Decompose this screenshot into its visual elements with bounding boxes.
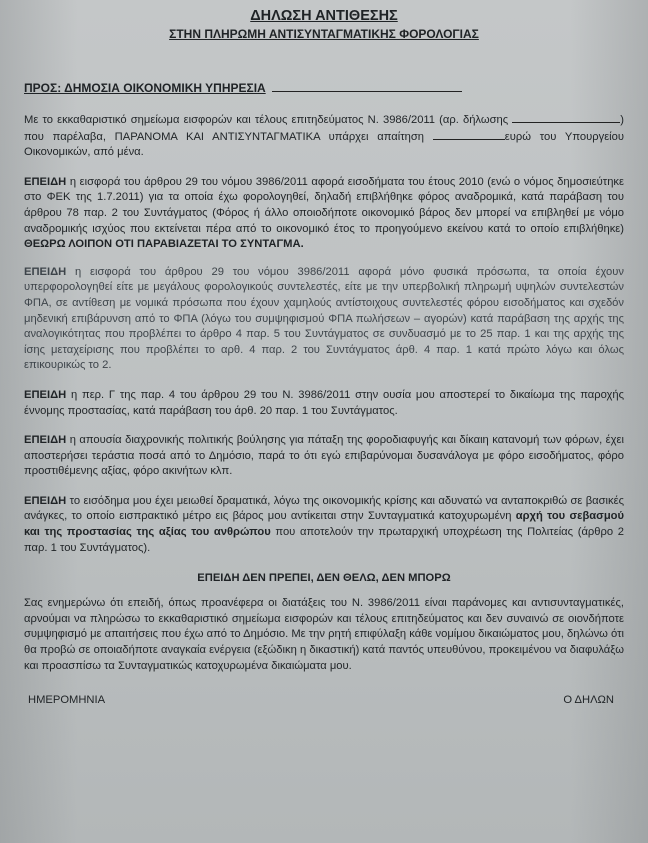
date-label: ΗΜΕΡΟΜΗΝΙΑ <box>28 694 106 707</box>
paragraph-intro <box>24 112 624 161</box>
intro-text-c: ευρώ του Υπουργείου Οικονομικών, από μένα. <box>24 130 625 159</box>
intro-text-b: ) που παρέλαβα, ΠΑΡΑΝΟΜΑ ΚΑΙ ΑΝΤΙΣΥΝΤΑΓΜΑΤΙΚΑ υπάρχει απαίτηση <box>24 114 625 143</box>
recipient-blank <box>272 80 462 92</box>
paragraph-lead: ΕΠΕΙΔΗ <box>24 388 67 401</box>
recipient-line <box>24 80 624 96</box>
signature-label: Ο ΔΗΛΩΝ <box>563 694 614 707</box>
recipient-label: ΠΡΟΣ: ΔΗΜΟΣΙΑ ΟΙΚΟΝΟΜΙΚΗ ΥΠΗΡΕΣΙΑ <box>24 81 266 95</box>
paragraph-notice: Σας ενημερώνω ότι επειδή, όπως προανέφερα οι διατάξεις του Ν. 3986/2011 είναι παράνομες και αντισυνταγματικές, αρνούμαι να πληρώσω το εκκαθαριστικό σημείωμα εισφορών και τέλους επιτηδεύματος και δεν συναινώ σε οιονδήποτε συμψηφισμό με απαιτήσεις που έχω από το Δημόσιο. Με την ρητή επιφύλαξη κάθε νομίμου δικαιώματος μου, δηλώνω ότι θα προβώ σε οποιαδήποτε αναγκαία ενέργεια (εξώδικη η δικαστική) κατά παντός υπευθύνου, προκειμένου να διαφυλάξω και προασπίσω τα Συνταγματικώς κατοχυρωμένα δικαιώματα μου. <box>24 597 624 672</box>
paragraph-lead: ΕΠΕΙΔΗ <box>24 434 67 447</box>
paragraph-human-dignity <box>24 494 624 556</box>
paragraph-lead: ΕΠΕΙΔΗ <box>24 265 67 278</box>
paragraph-legal-protection <box>24 388 624 419</box>
intro-text-a: Με το εκκαθαριστικό σημείωμα εισφορών και τέλους επιτηδεύματος Ν. 3986/2011 (αρ. δήλωσης <box>24 114 509 126</box>
document-title: ΔΗΛΩΣΗ ΑΝΤΙΘΕΣΗΣ <box>250 8 398 24</box>
declaration-number-blank <box>512 112 620 123</box>
paragraph-proportionality <box>24 265 624 374</box>
amount-blank <box>433 129 505 140</box>
refusal-heading: ΕΠΕΙΔΗ ΔΕΝ ΠΡΕΠΕΙ, ΔΕΝ ΘΕΛΩ, ΔΕΝ ΜΠΟΡΩ <box>197 572 451 585</box>
paragraph-text: η εισφορά του άρθρου 29 του νόμου 3986/2011 αφορά μόνο φυσικά πρόσωπα, τα οποία έχουν υπερφορολογηθεί είτε με μεγάλους φορολογικούς συντελεστές, είτε με την υπερβολική πληρωμή υψηλών συντελεστών ΦΠΑ, σε αντίθεση με νομικά πρόσωπα που έχουν χαμηλούς αντίστοιχους συντελεστές φόρου εισοδήματος και σχεδόν μηδενική επιβάρυνση από το ΦΠΑ (λόγω του συμψηφισμού ΦΠΑ πωλήσεων – αγορών) κατά παράβαση της αρχής της αναλογικότητας που προβλέπει το άρθρο 4 παρ. 5 του Συντάγματος σε συνδυασμό με το 25 παρ. 1 και της αρχής της ίσης μεταχείρισης που προβλέπει το αρθ. 4 παρ. 2 του Συντάγματος άρθ. 4 παρ. 1 κατά πρώτο λόγω και όλως επικουρικώς το 2. <box>24 265 624 372</box>
paragraph-emphasis: αρχή του σεβασμού και της προστασίας της αξίας του ανθρώπου <box>24 510 625 539</box>
paragraph-text: η περ. Γ της παρ. 4 του άρθρου 29 του Ν. 3986/2011 στην ουσία μου αποστερεί το δικαίωμα της παροχής έννομης προστασίας, κατά παράβαση του άρθ. 20 παρ. 1 του Συντάγματος. <box>24 388 624 417</box>
paragraph-text: το εισόδημα μου έχει μειωθεί δραματικά, λόγω της οικονομικής κρίσης και αδυνατώ να ανταποκριθώ σε βασικές ανάγκες, το οποίο εισπρακτικό μέτρο εις βάρος μου αντίκειται στην Συνταγματικά κατοχυρωμένη <box>24 494 624 523</box>
paragraph-lead: ΕΠΕΙΔΗ <box>24 494 67 507</box>
paragraph-tax-evasion <box>24 433 624 480</box>
paragraph-text: η εισφορά του άρθρου 29 του νόμου 3986/2011 αφορά εισοδήματα του έτους 2010 (ενώ ο νόμος δημοσιεύτηκε στο ΦΕΚ της 1.7.2011) για τα οποία έχω φορολογηθεί, δηλαδή επιβλήθηκε φόρος αναδρομικά, κατά παράβαση του άρθρου 78 παρ. 2 του Συντάγματος (Φόρος ή άλλο οποιοδήποτε οικονομικό βάρος δεν μπορεί να επιβληθεί με νόμο αναδρομικής ισχύος που εκτείνεται πέρα από το οικονομικό έτος το προηγούμενο εκείνου κατά το οποίο επιβλήθηκε) <box>24 175 624 235</box>
paragraph-conclusion: ΘΕΩΡΩ ΛΟΙΠΟΝ ΟΤΙ ΠΑΡΑΒΙΑΖΕΤΑΙ ΤΟ ΣΥΝΤΑΓΜΑ. <box>24 238 304 251</box>
paragraph-text: η απουσία διαχρονικής πολιτικής βούλησης για πάταξη της φοροδιαφυγής και δίκαιη κατανομή των φόρων, έχει αποστερήσει τεράστια ποσά από το Δημόσιο, παρά το ότι εγώ επιβαρύνομαι δυσανάλογα με φόρο εισοδήματος, φόρο προστιθέμενης αξίας, φόρο ακινήτων κλπ. <box>24 434 624 478</box>
paragraph-retroactive <box>24 175 624 253</box>
paragraph-text-end: που αποτελούν την πρωταρχική υποχρέωση της Πολιτείας (άρθρο 2 παρ. 1 του Συντάγματος). <box>24 526 624 554</box>
signature-block <box>24 693 624 707</box>
document-subtitle: ΣΤΗΝ ΠΛΗΡΩΜΗ ΑΝΤΙΣΥΝΤΑΓΜΑΤΙΚΗΣ ΦΟΡΟΛΟΓΙΑΣ <box>169 27 479 41</box>
paragraph-lead: ΕΠΕΙΔΗ <box>24 175 67 188</box>
